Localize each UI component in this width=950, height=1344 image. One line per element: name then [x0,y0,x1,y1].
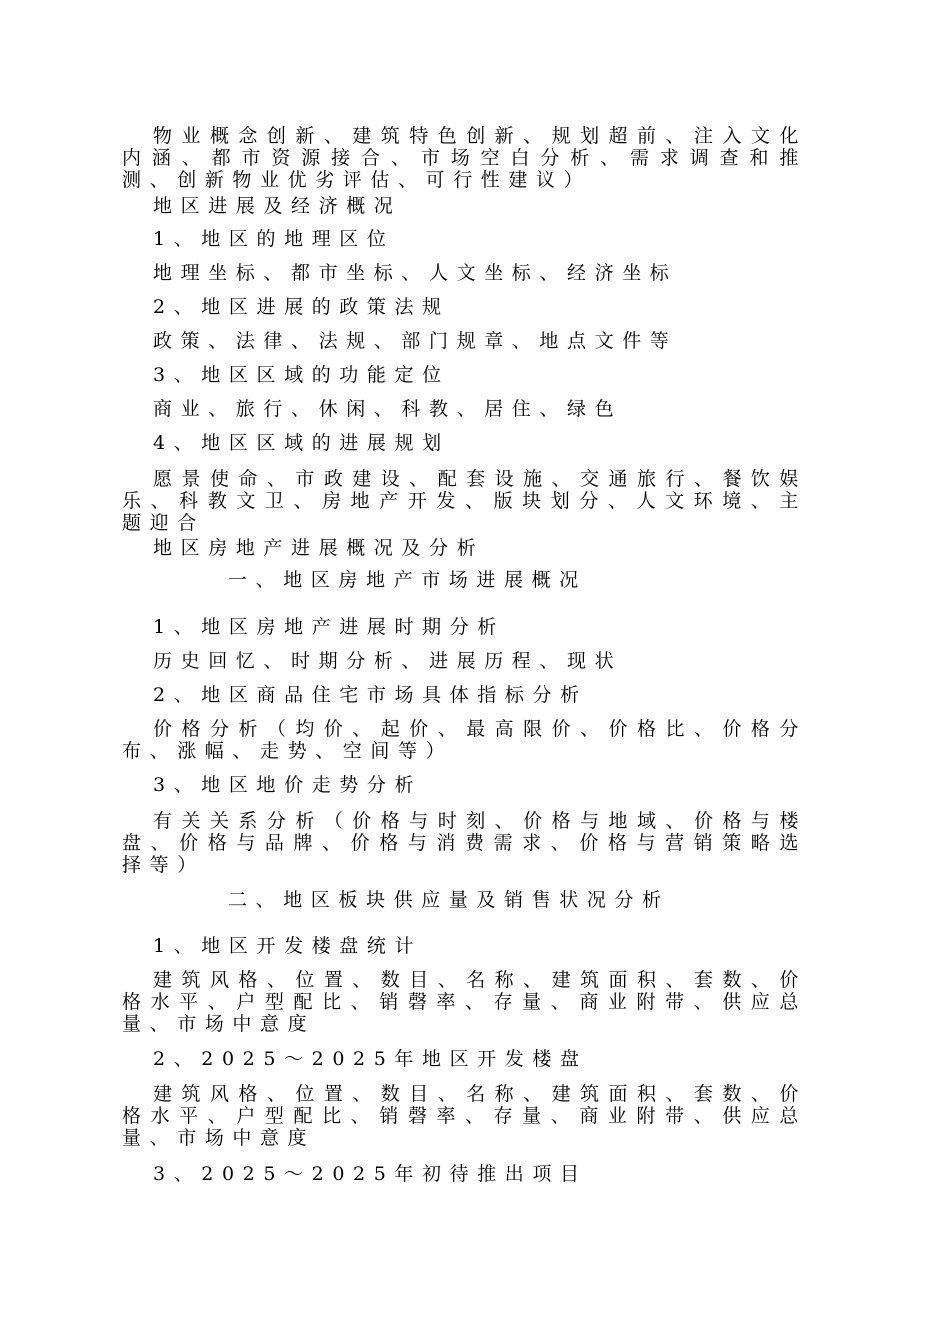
text-coordinates: 地理坐标、都市坐标、人文坐标、经济坐标 [153,262,678,284]
paragraph-planning-list: 愿景使命、市政建设、配套设施、交通旅行、餐饮娱乐、科教文卫、房地产开发、版块划分、人文环境、主题迎合 [122,468,807,534]
paragraph-price-analysis: 价格分析（均价、起价、最高限价、价格比、价格分布、涨幅、走势、空间等） [122,718,807,762]
item-development-planning: 4、地区区域的进展规划 [153,432,450,454]
item-housing-indicators: 2、地区商品住宅市场具体指标分析 [153,684,588,706]
text-function-list: 商业、旅行、休闲、科教、居住、绿色 [153,398,623,420]
text-policy-list: 政策、法律、法规、部门规章、地点文件等 [153,330,678,352]
item-functional-positioning: 3、地区区域的功能定位 [153,364,450,386]
item-policy-regulations: 2、地区进展的政策法规 [153,296,450,318]
text-history-list: 历史回忆、时期分析、进展历程、现状 [153,650,623,672]
item-upcoming-projects: 3、2025～2025年初待推出项目 [153,1163,588,1185]
item-2025-projects: 2、2025～2025年地区开发楼盘 [153,1048,588,1070]
item-project-statistics: 1、地区开发楼盘统计 [153,935,423,957]
paragraph-relationship-analysis: 有关关系分析（价格与时刻、价格与地域、价格与楼盘、价格与品牌、价格与消费需求、价格与营销策略选择等） [122,810,807,876]
paragraph-statistics-fields-2: 建筑风格、位置、数目、名称、建筑面积、套数、价格水平、户型配比、销磬率、存量、商业附带、供应总量、市场中意度 [122,1083,807,1149]
item-development-period: 1、地区房地产进展时期分析 [153,616,505,638]
section-heading-supply-sales: 二、地区板块供应量及销售状况分析 [228,889,670,911]
paragraph-statistics-fields-1: 建筑风格、位置、数目、名称、建筑面积、套数、价格水平、户型配比、销磬率、存量、商业附带、供应总量、市场中意度 [122,969,807,1035]
heading-real-estate-overview: 地区房地产进展概况及分析 [153,537,485,559]
section-heading-market-overview: 一、地区房地产市场进展概况 [228,569,587,591]
paragraph-property-innovation: 物业概念创新、建筑特色创新、规划超前、注入文化内涵、都市资源接合、市场空白分析、需求调查和推测、创新物业优劣评估、可行性建议） [122,125,807,191]
item-geographic-location: 1、地区的地理区位 [153,228,395,250]
item-land-price-trend: 3、地区地价走势分析 [153,774,423,796]
heading-regional-development-economy: 地区进展及经济概况 [153,195,402,217]
